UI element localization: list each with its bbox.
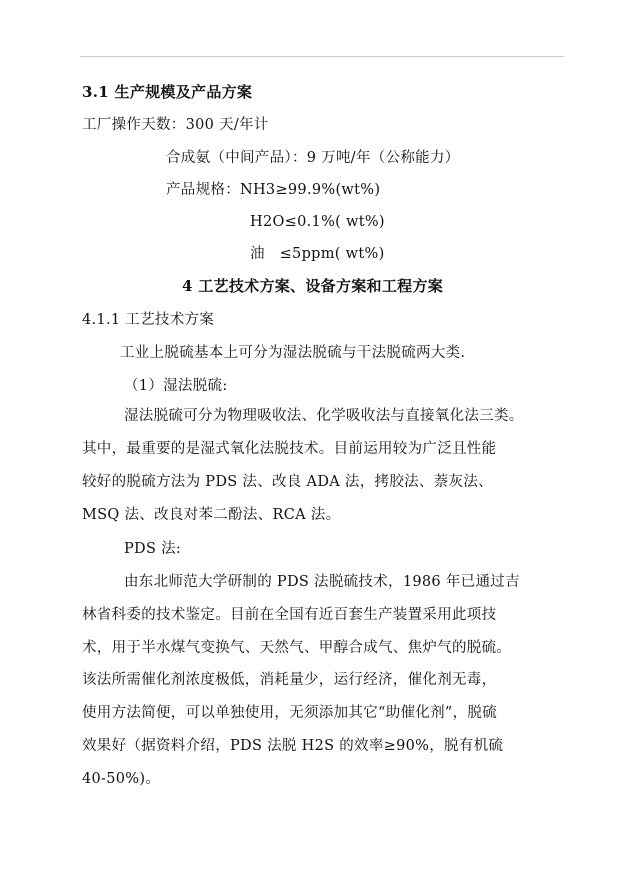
pds-paragraph-line: 该法所需催化剂浓度极低，消耗量少，运行经济，催化剂无毒， xyxy=(82,672,497,688)
wet-paragraph-line: 湿法脱硫可分为物理吸收法、化学吸收法与直接氧化法三类。 xyxy=(124,408,524,424)
spec-oil-text: 油 ≤5ppm( wt%) xyxy=(250,246,385,262)
pds-paragraph-line: 林省科委的技术鉴定。目前在全国有近百套生产装置采用此项技 xyxy=(82,607,497,623)
intro-text: 工业上脱硫基本上可分为湿法脱硫与干法脱硫两大类. xyxy=(120,345,466,361)
wet-paragraph-line: 较好的脱硫方法为 PDS 法、改良 ADA 法，拷胶法、萘灰法、 xyxy=(82,474,493,490)
pds-paragraph-line: 40-50%)。 xyxy=(82,771,161,787)
wet-paragraph-line: MSQ 法、改良对苯二酚法、RCA 法。 xyxy=(82,507,341,523)
capacity-text: 合成氨（中间产品）：9 万吨/年（公称能力） xyxy=(166,150,460,166)
pds-paragraph-line: 由东北师范大学研制的 PDS 法脱硫技术，1986 年已通过吉 xyxy=(124,574,520,590)
section-4-1-1-subheading: 4.1.1 工艺技术方案 xyxy=(82,312,215,328)
pds-paragraph-line: 效果好（据资料介绍，PDS 法脱 H2S 的效率≥90%，脱有机硫 xyxy=(82,738,504,754)
spec-h2o-text: H2O≤0.1%( wt%) xyxy=(250,214,385,230)
wet-paragraph-line: 其中，最重要的是湿式氧化法脱技术。目前运用较为广泛且性能 xyxy=(82,441,497,457)
pds-paragraph-line: 术，用于半水煤气变换气、天然气、甲醇合成气、焦炉气的脱硫。 xyxy=(82,640,512,656)
section-4-heading: 4 工艺技术方案、设备方案和工程方案 xyxy=(182,277,444,295)
pds-title: PDS 法: xyxy=(124,541,182,557)
pds-paragraph-line: 使用方法简便，可以单独使用，无须添加其它“助催化剂”，脱硫 xyxy=(82,705,498,721)
wet-method-title: （1）湿法脱硫: xyxy=(124,378,228,394)
header-rule xyxy=(80,56,564,57)
operating-days-text: 工厂操作天数：300 天/年计 xyxy=(82,117,269,133)
spec-nh3-text: 产品规格：NH3≥99.9%(wt%) xyxy=(166,182,381,198)
section-3-1-heading: 3.1 生产规模及产品方案 xyxy=(82,83,253,101)
